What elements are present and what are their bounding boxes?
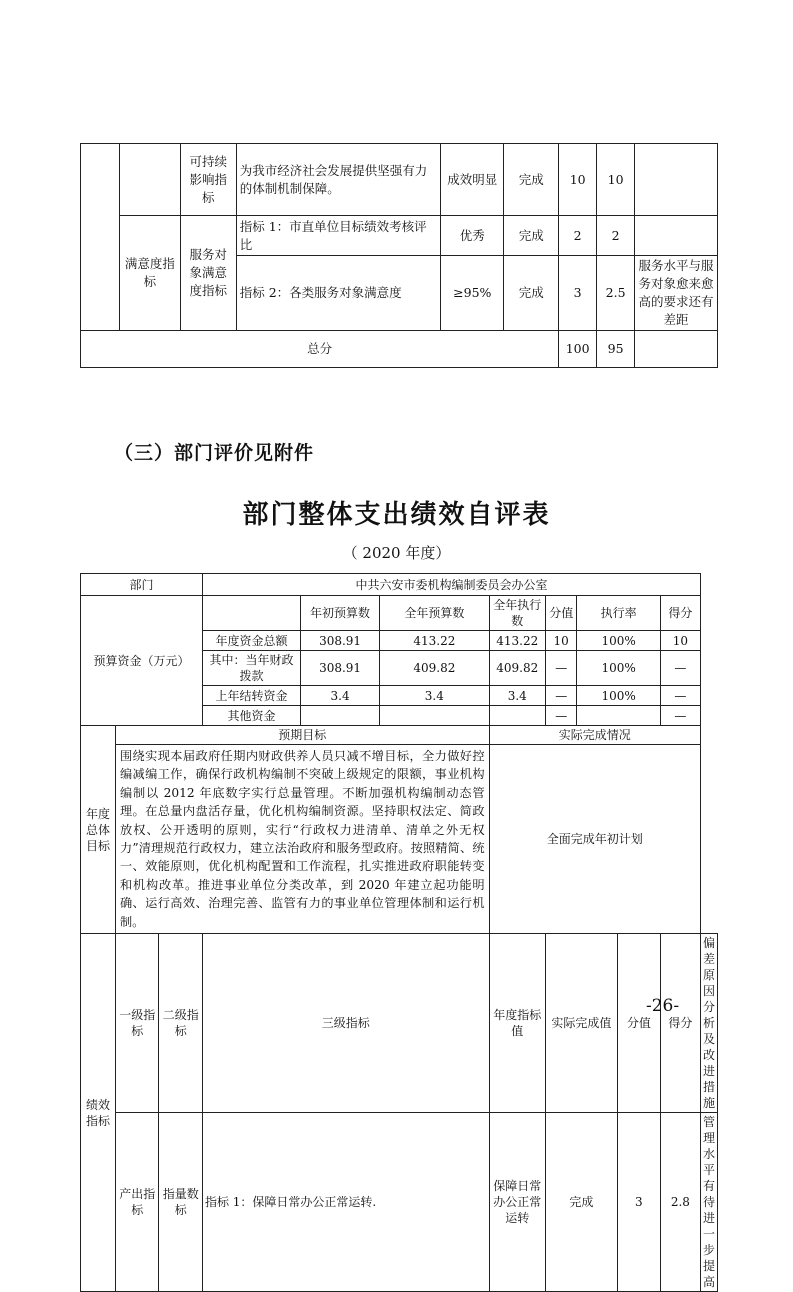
budget-row-label: 其他资金 [202, 706, 300, 726]
goal-expected-text: 围绕实现本届政府任期内财政供养人员只减不增目标，全力做好控编减编工作，确保行政机构编制不突破上级规定的限额，事业机构编制以 2012 年底数字实行总量管理。不断加强机构编制动态管理。在总量内盘活存量，优化机构编制资源。坚持职权法定、简政放权、公开透明的原则，实行“行政权力进清单、清单之外无权力”清理规范行政权力，建立法治政府和服务型政府。按照精简、统一、效能原则，优化机构配置和工作流程，扎实推进政府职能转变和机构改革。推进事业单位分类改革，到 2020 年建立起功能明确、运行高效、治理完善、监管有力的事业单位管理体制和运行机制。 [115, 745, 489, 934]
budget-row-label: 其中：当年财政拨款 [202, 651, 300, 686]
perf-header: 三级指标 [202, 934, 489, 1113]
satisfaction-group: 满意度指标 [119, 216, 180, 331]
blank-cell [202, 596, 300, 631]
budget-cell: 413.22 [489, 631, 545, 651]
budget-cell: 308.91 [300, 651, 379, 686]
indicator-desc: 指标 1：市直单位目标绩效考核评比 [236, 216, 441, 256]
self-evaluation-table [80, 573, 718, 1292]
perf-cell: 完成 [546, 1113, 618, 1292]
blank-cell [81, 144, 120, 331]
budget-cell [300, 706, 379, 726]
budget-cell: 10 [546, 631, 577, 651]
goal-actual-text: 全面完成年初计划 [489, 745, 700, 934]
budget-row-label: 上年结转资金 [202, 686, 300, 706]
perf-cell: 管理水平有待进一步提高 [700, 1113, 717, 1292]
goal-label: 年度总体目标 [81, 726, 116, 934]
budget-cell: — [660, 686, 700, 706]
budget-cell: 413.22 [380, 631, 489, 651]
satisfaction-sub: 服务对象满意度指标 [180, 216, 236, 331]
budget-cell: 3.4 [300, 686, 379, 706]
actual-value: 完成 [504, 216, 559, 256]
total-label: 总分 [81, 331, 559, 368]
perf-header: 一级指标 [115, 934, 158, 1113]
budget-cell: — [546, 706, 577, 726]
blank-cell [119, 144, 180, 216]
budget-cell [489, 706, 545, 726]
document-year: （ 2020 年度） [342, 544, 451, 562]
score-max: 3 [559, 256, 597, 331]
target-value: 优秀 [441, 216, 504, 256]
total-max: 100 [559, 331, 597, 368]
budget-cell: 100% [577, 651, 660, 686]
budget-cell: 3.4 [380, 686, 489, 706]
total-score: 95 [597, 331, 635, 368]
budget-cell [380, 706, 489, 726]
page-number: -26- [646, 996, 680, 1016]
indicator-desc: 为我市经济社会发展提供坚强有力的体制机制保障。 [236, 144, 441, 216]
score-max: 10 [559, 144, 597, 216]
budget-header: 得分 [660, 596, 700, 631]
perf-label: 绩效指标 [81, 934, 116, 1292]
dept-label: 部门 [81, 574, 203, 596]
perf-cell: 产出指标 [115, 1113, 158, 1292]
budget-cell: 409.82 [380, 651, 489, 686]
deviation-note [635, 144, 718, 216]
perf-cell: 指标 1：保障日常办公正常运转. [202, 1113, 489, 1292]
budget-header: 执行率 [577, 596, 660, 631]
budget-cell: — [660, 651, 700, 686]
budget-cell: 10 [660, 631, 700, 651]
budget-header: 分值 [546, 596, 577, 631]
budget-row-label: 年度资金总额 [202, 631, 300, 651]
document-title: 部门整体支出绩效自评表 [242, 500, 551, 530]
deviation-note: 服务水平与服务对象愈来愈高的要求还有差距 [635, 256, 718, 331]
actual-value: 完成 [504, 256, 559, 331]
budget-cell: — [660, 706, 700, 726]
score-max: 2 [559, 216, 597, 256]
perf-cell: 3 [617, 1113, 660, 1292]
dept-value: 中共六安市委机构编制委员会办公室 [202, 574, 700, 596]
budget-cell: — [546, 686, 577, 706]
budget-cell [577, 706, 660, 726]
deviation-note [635, 216, 718, 256]
perf-cell: 保障日常办公正常运转 [489, 1113, 545, 1292]
target-value: ≥95% [441, 256, 504, 331]
goal-expected-header: 预期目标 [115, 726, 489, 745]
budget-header: 全年预算数 [380, 596, 489, 631]
budget-header: 全年执行数 [489, 596, 545, 631]
score: 2.5 [597, 256, 635, 331]
perf-header: 年度指标值 [489, 934, 545, 1113]
indicator-name: 可持续影响指标 [180, 144, 236, 216]
top-indicator-table [80, 143, 718, 368]
budget-label: 预算资金（万元） [81, 596, 203, 726]
budget-cell: 100% [577, 686, 660, 706]
budget-header: 年初预算数 [300, 596, 379, 631]
perf-header: 实际完成值 [546, 934, 618, 1113]
score: 2 [597, 216, 635, 256]
budget-cell: 100% [577, 631, 660, 651]
goal-actual-header: 实际完成情况 [489, 726, 700, 745]
budget-cell: 409.82 [489, 651, 545, 686]
perf-header: 二级指标 [159, 934, 202, 1113]
budget-cell: — [546, 651, 577, 686]
score: 10 [597, 144, 635, 216]
section-heading: （三）部门评价见附件 [114, 442, 315, 464]
perf-cell: 指量数标 [159, 1113, 202, 1292]
budget-cell: 3.4 [489, 686, 545, 706]
blank-cell [635, 331, 718, 368]
perf-cell: 2.8 [660, 1113, 700, 1292]
perf-header: 分值 [617, 934, 660, 1113]
actual-value: 完成 [504, 144, 559, 216]
target-value: 成效明显 [441, 144, 504, 216]
perf-header: 得分 [660, 934, 700, 1113]
budget-cell: 308.91 [300, 631, 379, 651]
indicator-desc: 指标 2：各类服务对象满意度 [236, 256, 441, 331]
perf-header: 偏差原因分析及改进措施 [700, 934, 717, 1113]
